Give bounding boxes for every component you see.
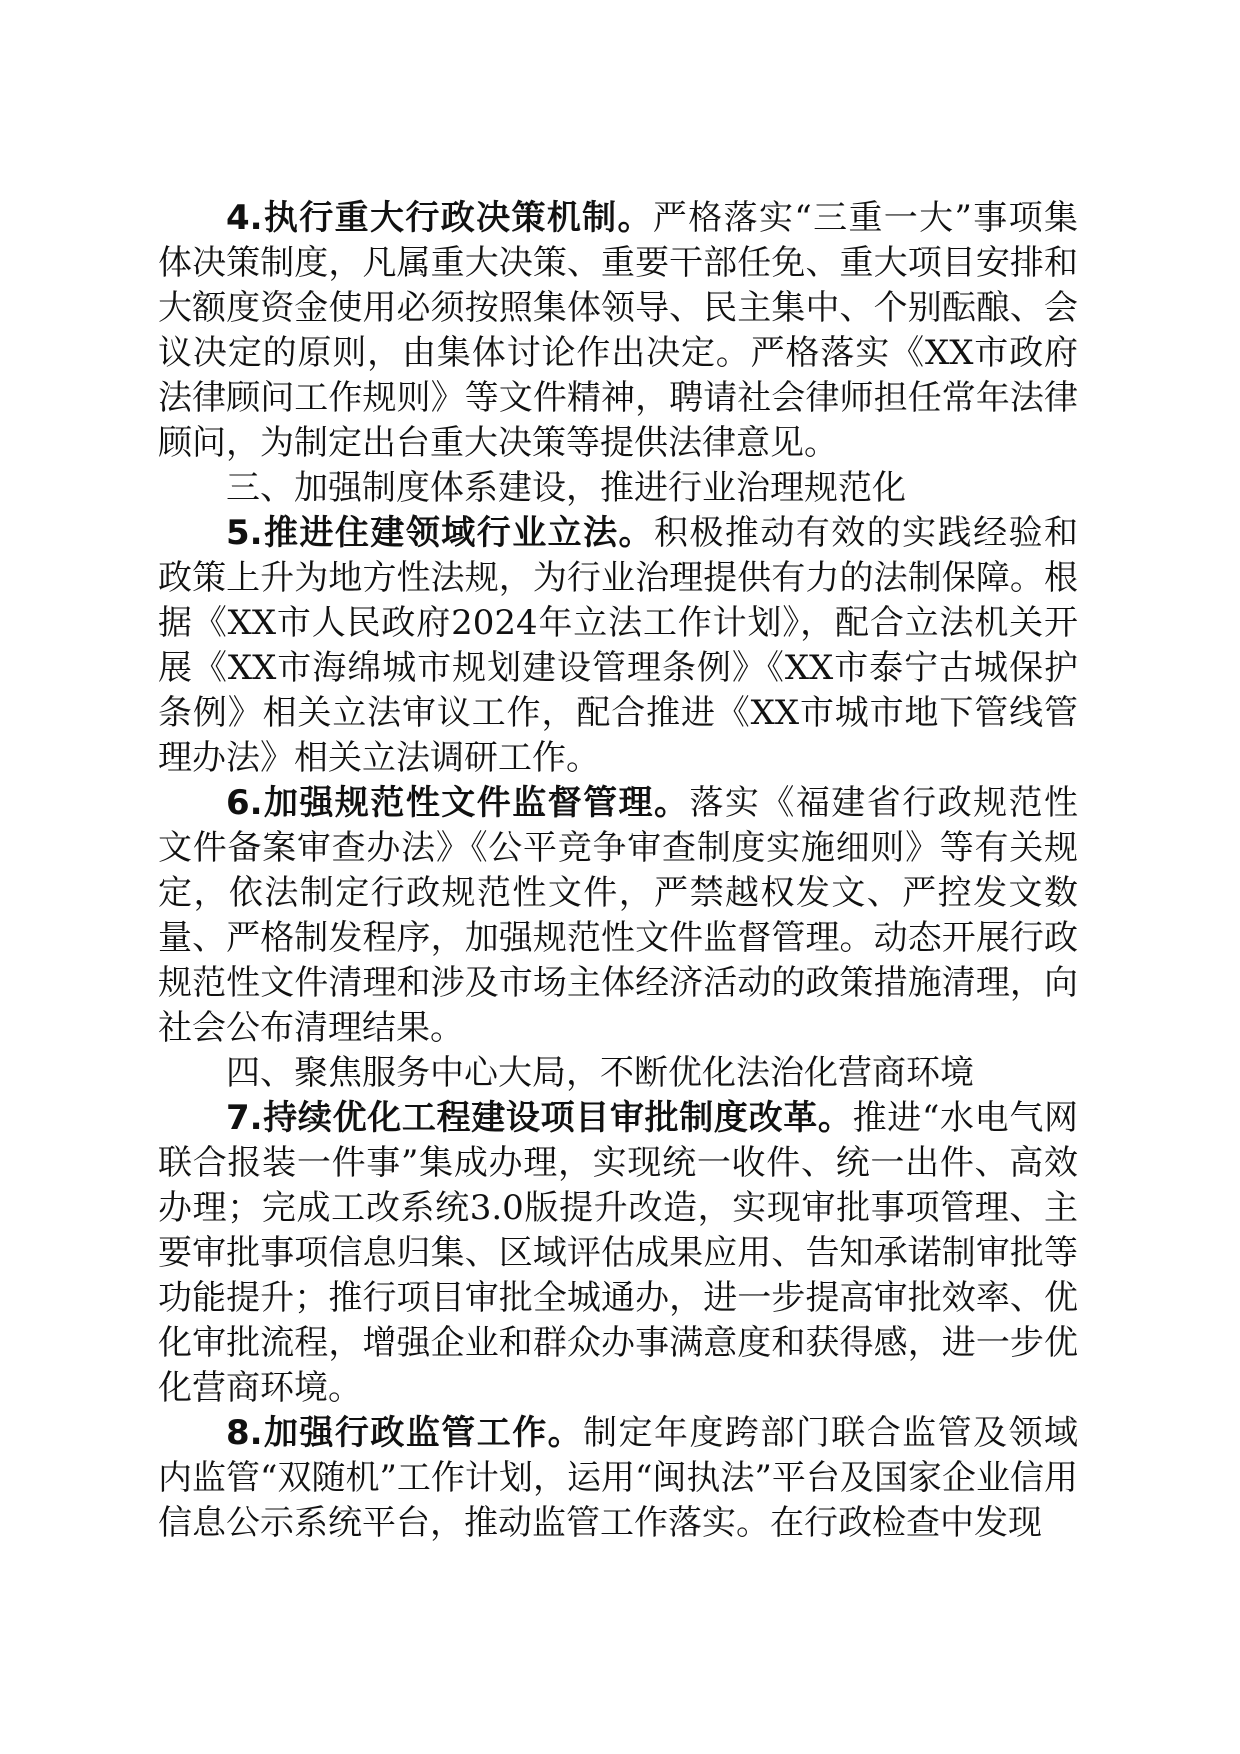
paragraph-lead: 8.加强行政监管工作。 (226, 1413, 584, 1453)
paragraph-text: 严格落实“三重一大”事项集体决策制度，凡属重大决策、重要干部任免、重大项目安排和大额度资金使用必须按照集体领导、民主集中、个别酝酿、会议决定的原则，由集体讨论作出决定。严格落实《XX市政府法律顾问工作规则》等文件精神，聘请社会律师担任常年法律顾问，为制定出台重大决策等提供法律意见。 (158, 198, 1078, 463)
paragraph-text: 落实《福建省行政规范性文件备案审查办法》《公平竞争审查制度实施细则》等有关规定，依法制定行政规范性文件，严禁越权发文、严控发文数量、严格制发程序，加强规范性文件监督管理。动态开展行政规范性文件清理和涉及市场主体经济活动的政策措施清理，向社会公布清理结果。 (158, 783, 1078, 1048)
document-body (158, 196, 1078, 1546)
paragraph-lead: 6.加强规范性文件监督管理。 (226, 783, 690, 823)
paragraph-item-4 (158, 196, 1078, 466)
paragraph-item-8 (158, 1411, 1078, 1546)
section-heading-3: 三、加强制度体系建设，推进行业治理规范化 (226, 468, 906, 508)
paragraph-item-6 (158, 781, 1078, 1051)
paragraph-item-7 (158, 1096, 1078, 1411)
paragraph-text: 推进“水电气网联合报装一件事”集成办理，实现统一收件、统一出件、高效办理；完成工改系统3.0版提升改造，实现审批事项管理、主要审批事项信息归集、区域评估成果应用、告知承诺制审批等功能提升；推行项目审批全城通办，进一步提高审批效率、优化审批流程，增强企业和群众办事满意度和获得感，进一步优化营商环境。 (158, 1098, 1078, 1408)
paragraph-item-5 (158, 511, 1078, 781)
section-heading-4: 四、聚焦服务中心大局，不断优化法治化营商环境 (226, 1053, 974, 1093)
paragraph-text: 制定年度跨部门联合监管及领域内监管“双随机”工作计划，运用“闽执法”平台及国家企业信用信息公示系统平台，推动监管工作落实。在行政检查中发现 (158, 1413, 1078, 1543)
paragraph-lead: 4.执行重大行政决策机制。 (226, 198, 653, 238)
paragraph-lead: 5.推进住建领域行业立法。 (226, 513, 655, 553)
paragraph-lead: 7.持续优化工程建设项目审批制度改革。 (226, 1098, 853, 1138)
paragraph-text: 积极推动有效的实践经验和政策上升为地方性法规，为行业治理提供有力的法制保障。根据《XX市人民政府2024年立法工作计划》，配合立法机关开展《XX市海绵城市规划建设管理条例》《XX市泰宁古城保护条例》相关立法审议工作，配合推进《XX市城市地下管线管理办法》相关立法调研工作。 (158, 513, 1078, 778)
